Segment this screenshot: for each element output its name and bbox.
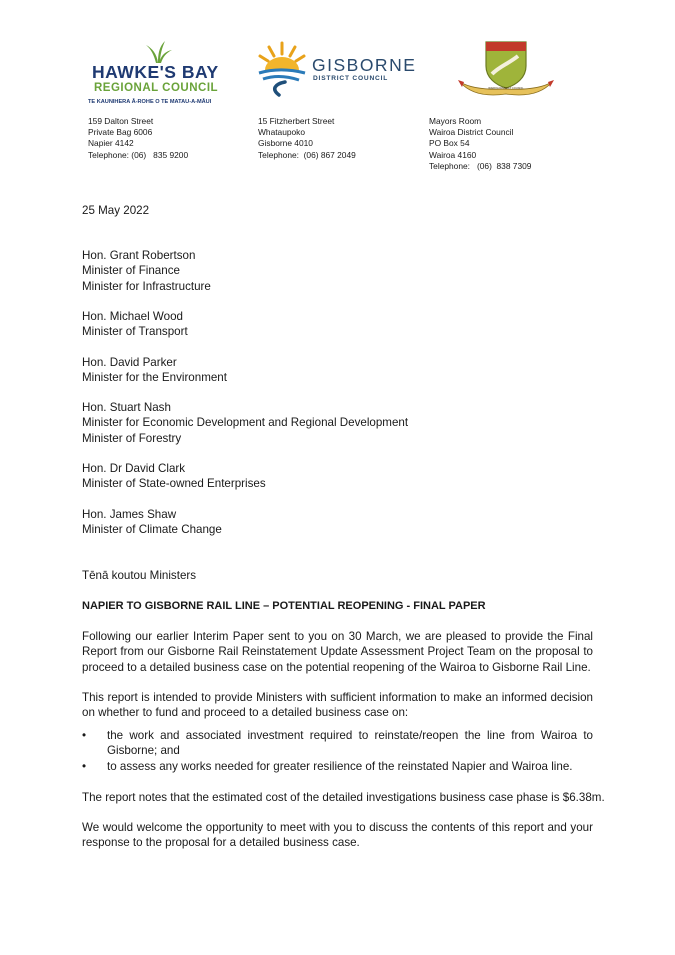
bullet-list — [82, 728, 593, 774]
address-line: Telephone: (06) 867 2049 — [258, 149, 356, 160]
recipient-title: Minister of Climate Change — [82, 523, 222, 537]
gisborne-logo — [255, 40, 415, 100]
body-paragraph-1: Following our earlier Interim Paper sent to you on 30 March, we are pleased to provide the Final Report from our Gisborne Rail Reinstatement Update Assessment Project Team on the proposal to proceed to a detailed business case on the potential reopening of the Wairoa to Gisborne Rail Line. — [82, 630, 593, 674]
bullet-text: the work and associated investment required to reinstate/reopen the line from Wairoa to Gisborne; and — [107, 729, 593, 758]
recipient-title: Minister for Infrastructure — [82, 279, 211, 293]
recipient-name: Hon. Dr David Clark — [82, 462, 186, 475]
recipient-name: Hon. Grant Robertson — [82, 249, 196, 262]
wairoa-shield-icon — [456, 36, 556, 100]
gisborne-name: GISBORNE — [312, 55, 417, 75]
recipient-name: Hon. David Parker — [82, 356, 177, 369]
recipient-block — [82, 400, 408, 446]
wairoa-crest — [456, 36, 556, 100]
address-line: Whataupoko — [258, 127, 306, 138]
letter-heading: NAPIER TO GISBORNE RAIL LINE – POTENTIAL REOPENING - FINAL PAPER — [82, 600, 486, 612]
address-line: 159 Dalton Street — [88, 116, 154, 126]
wairoa-ribbon-text: WAIROA DISTRICT COUNCIL — [488, 87, 524, 90]
address-line: 15 Fitzherbert Street — [258, 116, 335, 126]
address-line: Telephone: (06) 838 7309 — [429, 160, 532, 171]
recipient-block — [82, 309, 188, 340]
recipient-name: Hon. James Shaw — [82, 508, 177, 521]
letter-date: 25 May 2022 — [82, 204, 150, 217]
bullet-icon: • — [82, 729, 87, 742]
bullet-text: to assess any works needed for greater resilience of the reinstated Napier and Wairoa line. — [107, 759, 573, 773]
salutation: Tēnā koutou Ministers — [82, 569, 197, 582]
hbrc-leaf-icon — [143, 40, 173, 64]
body-paragraph-4: We would welcome the opportunity to meet with you to discuss the contents of this report and your response to the proposal for a detailed business case. — [82, 821, 593, 850]
recipient-title: Minister for Economic Development and Regional Development — [82, 416, 409, 430]
address-line: Telephone: (06) 835 9200 — [88, 149, 189, 160]
gisborne-sub: DISTRICT COUNCIL — [313, 75, 389, 82]
recipient-title: Minister of State-owned Enterprises — [82, 477, 266, 491]
body-paragraph-3: The report notes that the estimated cost of the detailed investigations business case phase is $6.38m. — [82, 791, 605, 804]
address-line: PO Box 54 — [429, 138, 470, 149]
recipient-title: Minister of Finance — [82, 264, 180, 278]
bullet-item — [82, 728, 593, 759]
recipient-block — [82, 461, 266, 492]
recipient-block — [82, 248, 211, 294]
hbrc-logo — [88, 40, 238, 110]
recipient-block — [82, 507, 222, 538]
gisborne-sun-icon — [255, 40, 309, 98]
hbrc-name-line1: HAWKE'S BAY — [92, 62, 219, 82]
address-line: Private Bag 6006 — [88, 127, 153, 138]
address-line: Wairoa District Council — [429, 127, 514, 138]
hbrc-tagline: TE KAUNIHERA Ā-ROHE O TE MATAU-A-MĀUI — [88, 99, 212, 105]
recipient-title: Minister of Transport — [82, 325, 188, 339]
address-line: Gisborne 4010 — [258, 138, 313, 149]
address-hbrc — [88, 116, 188, 161]
recipient-title: Minister for the Environment — [82, 371, 227, 385]
bullet-item — [82, 759, 593, 774]
recipient-block — [82, 355, 227, 386]
address-wairoa — [429, 116, 531, 172]
address-line: Wairoa 4160 — [429, 149, 477, 160]
recipient-name: Hon. Michael Wood — [82, 310, 183, 323]
bullet-icon: • — [82, 759, 87, 773]
address-gisborne — [258, 116, 356, 161]
hbrc-name-line2: REGIONAL COUNCIL — [94, 82, 219, 94]
address-line: Napier 4142 — [88, 138, 134, 149]
address-line: Mayors Room — [429, 116, 482, 126]
body-paragraph-2: This report is intended to provide Ministers with sufficient information to make an informed decision on whether to fund and proceed to a detailed business case on: — [82, 691, 593, 720]
recipient-title: Minister of Forestry — [82, 431, 182, 445]
recipient-name: Hon. Stuart Nash — [82, 401, 171, 414]
